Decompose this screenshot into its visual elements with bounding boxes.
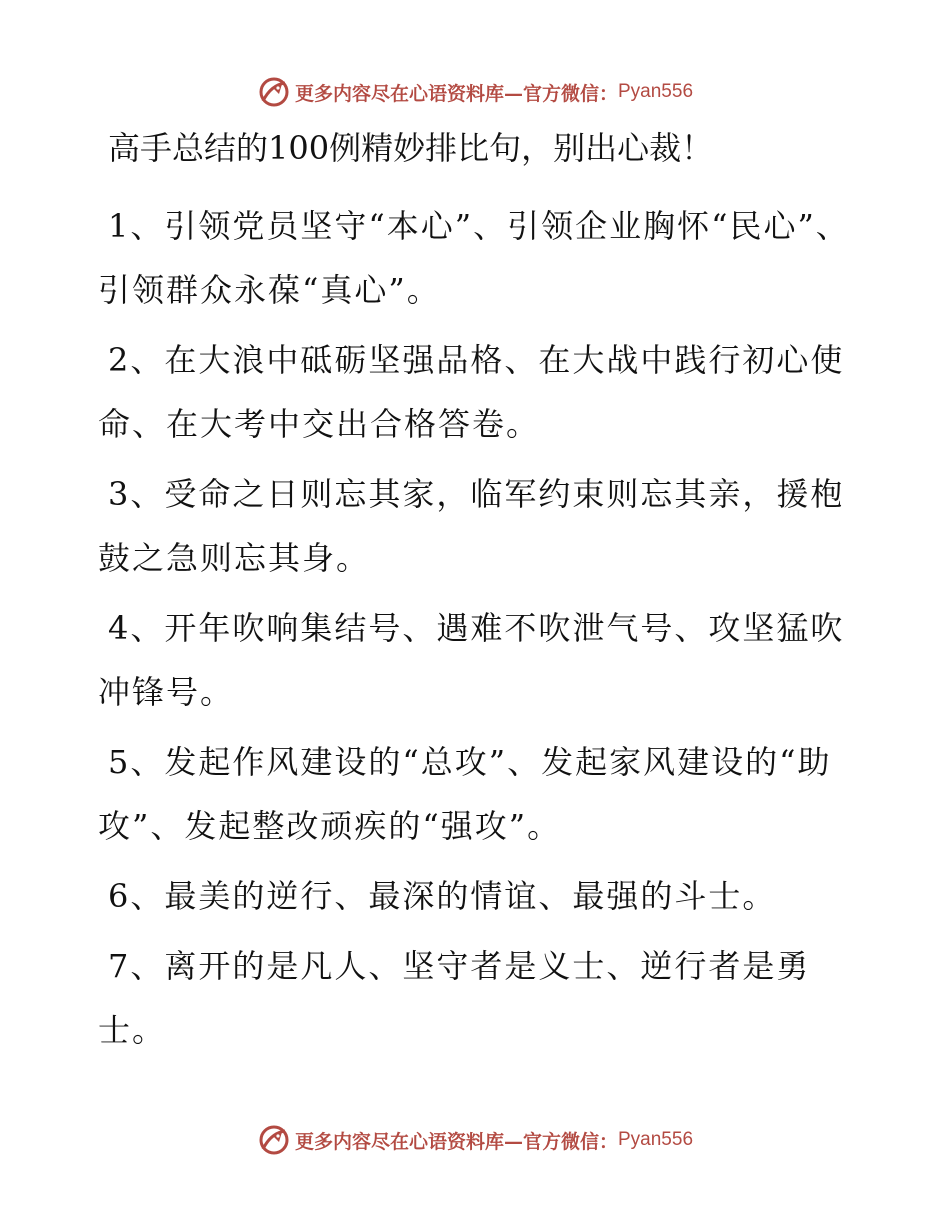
- list-item: 1、引领党员坚守“本心”、引领企业胸怀“民心”、引领群众永葆“真心”。: [98, 207, 850, 309]
- pen-nib-swirl-icon: [257, 75, 291, 109]
- banner-text: 更多内容尽在心语资料库—官方微信：: [294, 1130, 618, 1153]
- document-body: [98, 122, 858, 1068]
- list-item: 6、最美的逆行、最深的情谊、最强的斗士。: [108, 877, 777, 915]
- header-banner: [0, 72, 950, 112]
- list-item: 7、离开的是凡人、坚守者是义士、逆行者是勇士。: [98, 947, 811, 1049]
- footer-banner: [0, 1120, 950, 1160]
- list-item: 5、发起作风建设的“总攻”、发起家风建设的“助攻”、发起整改顽疾的“强攻”。: [98, 743, 832, 845]
- list-item: 4、开年吹响集结号、遇难不吹泄气号、攻坚猛吹冲锋号。: [98, 609, 845, 711]
- list-item: 2、在大浪中砥砺坚强品格、在大战中践行初心使命、在大考中交出合格答卷。: [98, 341, 845, 443]
- document-title: 高手总结的100例精妙排比句，别出心裁！: [108, 129, 714, 167]
- pen-nib-swirl-icon: [257, 1123, 291, 1157]
- list-item: 3、受命之日则忘其家，临军约束则忘其亲，援枹鼓之急则忘其身。: [98, 475, 845, 577]
- wechat-id: Pyan556: [618, 81, 694, 102]
- banner-text: 更多内容尽在心语资料库—官方微信：: [294, 82, 618, 105]
- wechat-id: Pyan556: [618, 1129, 694, 1150]
